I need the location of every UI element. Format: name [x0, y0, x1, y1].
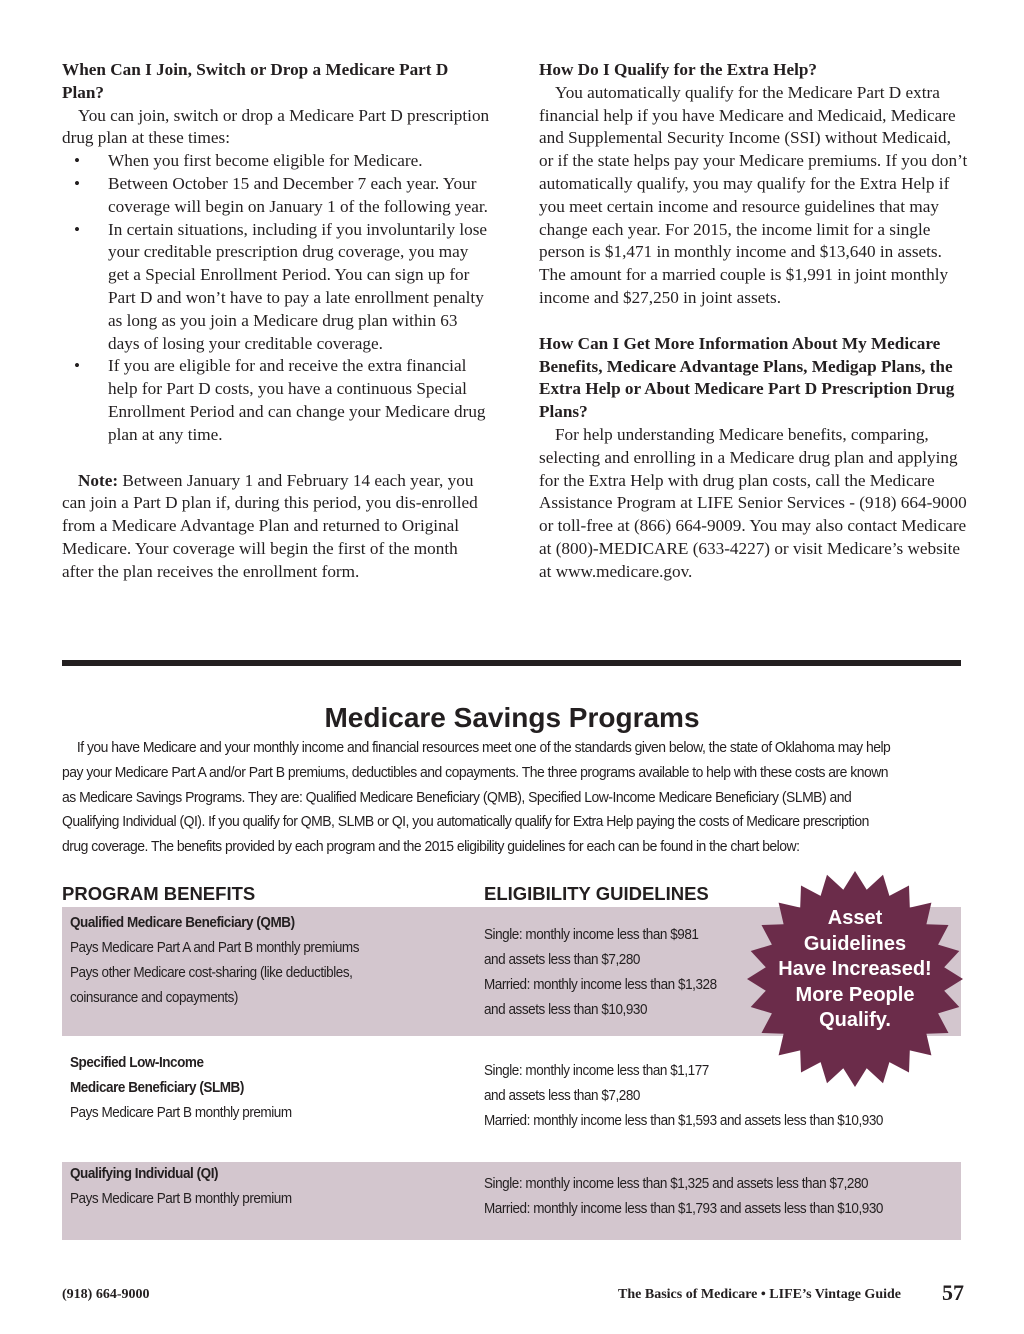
program-name: Medicare Beneficiary (SLMB) — [70, 1079, 244, 1096]
program-name: Specified Low-Income — [70, 1054, 204, 1071]
qmb-benefits-cell — [70, 910, 359, 1010]
left-column — [62, 59, 490, 584]
qmb-eligibility-cell — [484, 922, 717, 1022]
program-benefits-header: PROGRAM BENEFITS — [62, 883, 256, 904]
join-switch-drop-heading: When Can I Join, Switch or Drop a Medicare Part D Plan? — [62, 60, 449, 102]
footer-guide-title: The Basics of Medicare • LIFE’s Vintage Guide — [618, 1287, 901, 1302]
eligibility-line: Single: monthly income less than $1,325 and assets less than $7,280 — [484, 1175, 869, 1192]
extra-help-paragraph: You automatically qualify for the Medicare Part D extra financial help if you have Medicare and Medicaid, Medicare and Supplemental Security Income (SSI) without Medicaid, or if the state helps pay your Medicare premiums. If you don’t automatically qualify, you may qualify for the Extra Help if you meet certain income and resource guidelines that may change each year. For 2015, the income limit for a single person is $1,471 in monthly income and $13,640 in assets. The amount for a married couple is $1,991 in joint monthly income and $27,250 in joint assets. — [539, 82, 968, 307]
note-paragraph — [62, 470, 490, 584]
bullet-icon: • — [74, 151, 81, 171]
benefit-line: Pays other Medicare cost-sharing (like deductibles, — [70, 964, 353, 981]
list-item — [62, 173, 490, 219]
benefit-line: coinsurance and copayments) — [70, 989, 238, 1006]
eligibility-line: Married: monthly income less than $1,328 — [484, 976, 717, 993]
program-name: Qualified Medicare Beneficiary (QMB) — [70, 914, 295, 931]
note-text: Between January 1 and February 14 each year, you can join a Part D plan if, during this period, you dis-enrolled from a Medicare Advantage Plan and returned to Original Medicare. Your coverage will begin the first of the month after the plan receives the enrollment form. — [62, 470, 478, 581]
savings-programs-title: Medicare Savings Programs — [324, 702, 700, 733]
qi-eligibility-cell — [484, 1171, 883, 1221]
qi-benefits-cell — [70, 1161, 292, 1211]
benefit-line: Pays Medicare Part B monthly premium — [70, 1104, 292, 1121]
list-item-text: In certain situations, including if you involuntarily lose your creditable prescription drug coverage, you may get a Special Enrollment Period. You can sign up for Part D and won’t have to pay a late enrollment penalty as long as you join a Medicare drug plan within 63 days of losing your creditable coverage. — [108, 219, 488, 353]
callout-line: Guidelines — [803, 932, 907, 955]
eligibility-line: Single: monthly income less than $1,177 — [484, 1062, 709, 1079]
list-item-text: If you are eligible for and receive the extra financial help for Part D costs, you have a continuous Special Enrollment Period and can change your Medicare drug plan at any time. — [108, 356, 486, 444]
benefit-line: Pays Medicare Part A and Part B monthly premiums — [70, 939, 360, 956]
section-divider — [62, 660, 961, 666]
extra-help-heading: How Do I Qualify for the Extra Help? — [539, 60, 818, 79]
eligibility-guidelines-header: ELIGIBILITY GUIDELINES — [484, 883, 709, 904]
list-item-text: Between October 15 and December 7 each year. Your coverage will begin on January 1 of the following year. — [108, 173, 488, 216]
slmb-benefits-cell — [70, 1050, 292, 1125]
join-intro-paragraph: You can join, switch or drop a Medicare Part D prescription drug plan at these times: — [62, 105, 490, 148]
asset-guidelines-callout — [746, 906, 964, 1034]
footer-phone: (918) 664-9000 — [62, 1287, 150, 1302]
list-item — [62, 219, 490, 356]
eligibility-line: and assets less than $7,280 — [484, 951, 640, 968]
callout-line: More People — [795, 983, 915, 1006]
eligibility-line: Married: monthly income less than $1,793 and assets less than $10,930 — [484, 1200, 883, 1217]
more-information-paragraph: For help understanding Medicare benefits, comparing, selecting and enrolling in a Medicare drug plan and applying for the Extra Help with drug plan costs, call the Medicare Assistance Program at LIFE Senior Services - (918) 664-9000 or toll-free at (866) 664-9009. You may also contact Medicare at (800)-MEDICARE (633-4227) or visit Medicare’s website at www.medicare.gov. — [539, 424, 967, 581]
eligibility-line: Married: monthly income less than $1,593 and assets less than $10,930 — [484, 1112, 883, 1129]
bullet-icon: • — [74, 173, 81, 193]
spacer — [62, 447, 490, 470]
list-item — [62, 150, 490, 173]
list-item-text: When you first become eligible for Medicare. — [108, 151, 423, 171]
program-name: Qualifying Individual (QI) — [70, 1165, 219, 1182]
note-label: Note: — [78, 470, 119, 490]
list-item — [62, 355, 490, 446]
bullet-icon: • — [74, 356, 81, 376]
eligibility-line: and assets less than $7,280 — [484, 1087, 640, 1104]
callout-line: Qualify. — [819, 1009, 891, 1031]
page-number: 57 — [942, 1280, 964, 1305]
more-information-heading: How Can I Get More Information About My Medicare Benefits, Medicare Advantage Plans, Medigap Plans, the Extra Help or About Medicare Part D Prescription Drug Plans? — [539, 333, 955, 422]
eligibility-line: Single: monthly income less than $981 — [484, 926, 699, 943]
spacer — [539, 310, 969, 333]
callout-line: Asset — [827, 907, 883, 929]
right-column — [539, 59, 969, 584]
bullet-icon: • — [74, 219, 81, 239]
savings-programs-intro: If you have Medicare and your monthly income and financial resources meet one of the standards given below, the state of Oklahoma may help pay your Medicare Part A and/or Part B premiums, deductibles and copayments. The three programs available to help with these costs are known as Medicare Savings Programs. They are: Qualified Medicare Beneficiary (QMB), Specified Low-Income Medicare Beneficiary (SLMB) and Qualifying Individual (QI). If you qualify for QMB, SLMB or QI, you automatically qualify for Extra Help paying the costs of Medicare prescription drug coverage. The benefits provided by each program and the 2015 eligibility guidelines for each can be found in the chart below: — [62, 739, 891, 856]
enrollment-times-list — [62, 150, 490, 446]
benefit-line: Pays Medicare Part B monthly premium — [70, 1190, 292, 1207]
callout-line: Have Increased! — [778, 958, 932, 980]
eligibility-line: and assets less than $10,930 — [484, 1001, 648, 1018]
